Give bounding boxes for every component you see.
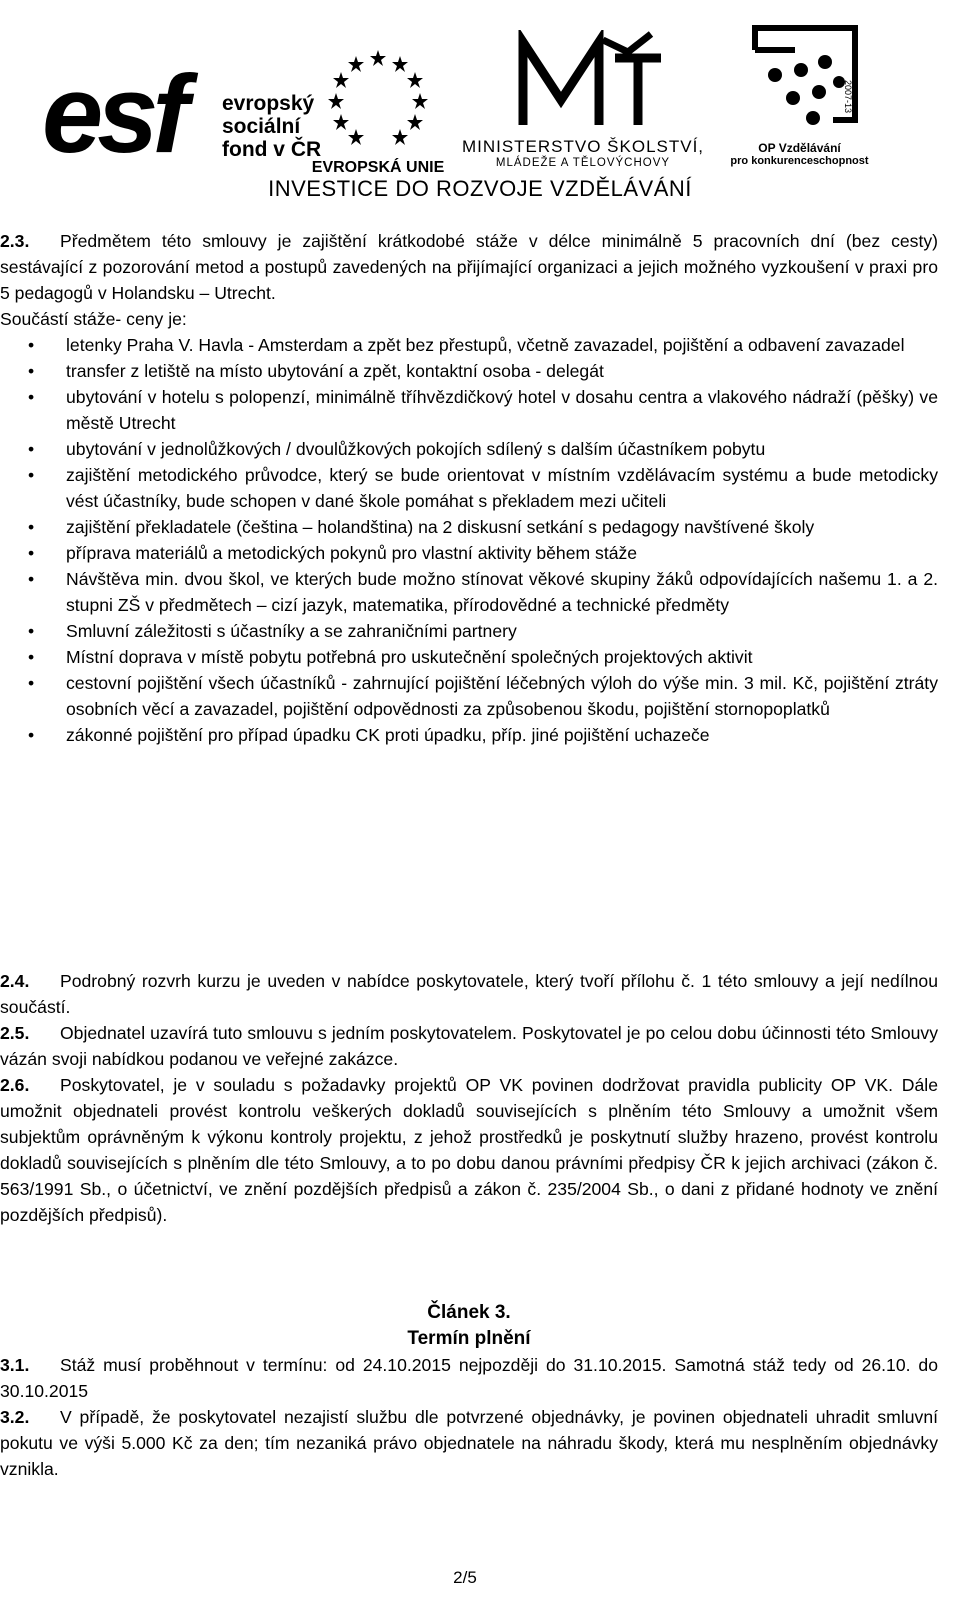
article-subtitle: Termín plnění — [407, 1328, 531, 1349]
op-line-2: pro konkurenceschopnost — [730, 155, 869, 167]
bullet-icon: • — [28, 725, 35, 745]
section-number: 2.3. — [0, 231, 30, 251]
paragraph-3-1 — [0, 1352, 938, 1404]
section-number: 3.2. — [0, 1407, 30, 1427]
bullet-icon: • — [28, 647, 35, 667]
slogan: INVESTICE DO ROZVOJE VZDĚLÁVÁNÍ — [268, 176, 692, 201]
section-text: V případě, že poskytovatel nezajistí službu dle potvrzené objednávky, je povinen objednateli uhradit smluvní pokutu ve výši 5.000 Kč za den; tím nezaniká právo objednatele na náhradu škody, která mu nesplněním objednávky vznikla. — [0, 1407, 938, 1479]
section-text: Podrobný rozvrh kurzu je uveden v nabídce poskytovatele, který tvoří přílohu č. 1 této smlouvy a její nedílnou součástí. — [0, 971, 938, 1017]
subheading: Součástí stáže- ceny je: — [0, 309, 187, 329]
paragraph-2-5 — [0, 1020, 938, 1072]
list-item: • transfer z letiště na místo ubytování a zpět, kontaktní osoba - delegát — [0, 358, 938, 384]
bullet-icon: • — [28, 361, 35, 381]
op-year-label: 2007-13 — [842, 80, 853, 114]
list-item: • cestovní pojištění všech účastníků - zahrnující pojištění léčebných výloh do výše min. 3 mil. Kč, pojištění ztráty osobních věcí a zavazadel, pojištění odpovědnosti za způsobenou škodu, pojištění stornopoplatků — [0, 670, 938, 722]
paragraph-2-4 — [0, 968, 938, 1020]
esf-line-1: evropský — [222, 92, 315, 115]
article-3 — [0, 1300, 938, 1482]
bullet-icon: • — [28, 465, 35, 485]
section-text: Objednatel uzavírá tuto smlouvu s jedním poskytovatelem. Poskytovatel je po celou dobu účinnosti této Smlouvy vázán svoji nabídkou podanou ve veřejné zakázce. — [0, 1023, 938, 1069]
bullet-icon: • — [28, 335, 35, 355]
list-item: • Smluvní záležitosti s účastníky a se zahraničními partnery — [0, 618, 938, 644]
list-item: • ubytování v hotelu s polopenzí, minimálně tříhvězdičkový hotel v dosahu centra a vlakového nádraží (pěšky) ve městě Utrecht — [0, 384, 938, 436]
bullet-icon: • — [28, 387, 35, 407]
list-item: • Návštěva min. dvou škol, ve kterých bude možno stínovat věkové skupiny žáků odpovídajících našemu 1. a 2. stupni ZŠ v předmětech – cizí jazyk, matematika, přírodovědné a technické předměty — [0, 566, 938, 618]
esf-line-2: sociální — [222, 115, 301, 138]
section-text: Poskytovatel, je v souladu s požadavky projektů OP VK povinen dodržovat pravidla publicity OP VK. Dále umožnit objednateli provést kontrolu veškerých dokladů souvisejících s plněním této Smlouvy a umožnit všem subjektům oprávněným k výkonu kontroly projektu, z jehož prostředků je poskytnutí služby hrazeno, provést kontrolu dokladů souvisejících s plněním dle této Smlouvy, a to po dobu danou právními předpisy ČR k jejich archivaci (zákon č. 563/1991 Sb., o účetnictví, ve znění pozdějších předpisů a zákon č. 235/2004 Sb., o dani z přidané hodnoty ve znění pozdějších předpisů). — [0, 1075, 938, 1225]
list-item: • zákonné pojištění pro případ úpadku CK proti úpadku, příp. jiné pojištění uchazeče — [0, 722, 938, 748]
list-item: • zajištění metodického průvodce, který se bude orientovat v místním vzdělávacím systému a bude metodicky vést účastníky, bude schopen v dané škole pomáhat s překladem mezi učiteli — [0, 462, 938, 514]
bullet-icon: • — [28, 543, 35, 563]
list-item: • příprava materiálů a metodických pokynů pro vlastní aktivity během stáže — [0, 540, 938, 566]
msmt-line-1: MINISTERSTVO ŠKOLSTVÍ, — [461, 137, 705, 156]
section-text: Stáž musí proběhnout v termínu: od 24.10.2015 nejpozději do 31.10.2015. Samotná stáž tedy od 26.10. do 30.10.2015 — [0, 1355, 938, 1401]
section-number: 2.6. — [0, 1075, 30, 1095]
list-item: • letenky Praha V. Havla - Amsterdam a zpět bez přestupů, včetně zavazadel, pojištění a odbavení zavazadel — [0, 332, 938, 358]
op-line-1: OP Vzdělávání — [758, 141, 841, 155]
msmt-mark-icon — [483, 30, 683, 130]
section-text: Předmětem této smlouvy je zajištění krátkodobé stáže v délce minimálně 5 pracovních dní (bez cesty) sestávající z pozorování metod a postupů zavedených na přijímající organizaci a jejich možného vyzkoušení v praxi pro 5 pedagogů v Holandsku – Utrecht. — [0, 231, 938, 303]
sections-2-4-to-2-6 — [0, 968, 938, 1228]
section-number: 2.4. — [0, 971, 30, 991]
esf-logo — [42, 53, 322, 176]
list-item: • ubytování v jednolůžkových / dvoulůžkových pokojích sdílený s dalším účastníkem pobytu — [0, 436, 938, 462]
list-item: • zajištění překladatele (čeština – holandština) na 2 diskusní setkání s pedagogy navštívené školy — [0, 514, 938, 540]
op-vk-logo — [712, 20, 887, 167]
eu-logo — [308, 40, 448, 177]
esf-line-3: fond v ČR — [222, 138, 322, 161]
eu-caption: EVROPSKÁ UNIE — [311, 159, 445, 176]
esf-wordmark: esf — [42, 53, 183, 176]
section-number: 3.1. — [0, 1355, 30, 1375]
paragraph-2-3 — [0, 228, 938, 306]
bullet-list — [0, 332, 938, 748]
paragraph-2-6 — [0, 1072, 938, 1228]
bullet-icon: • — [28, 517, 35, 537]
eu-flag-icon — [323, 40, 433, 150]
list-item: • Místní doprava v místě pobytu potřebná pro uskutečnění společných projektových aktivit — [0, 644, 938, 670]
logo-header — [0, 0, 960, 215]
bullet-icon: • — [28, 621, 35, 641]
section-number: 2.5. — [0, 1023, 30, 1043]
page-number: 2/5 — [453, 1568, 477, 1587]
bullet-icon: • — [28, 673, 35, 693]
bullet-icon: • — [28, 569, 35, 589]
msmt-line-2: MLÁDEŽE A TĚLOVÝCHOVY — [495, 157, 671, 169]
op-vk-mark-icon — [735, 20, 865, 130]
section-2-3 — [0, 228, 938, 748]
msmt-logo — [458, 30, 708, 169]
bullet-icon: • — [28, 439, 35, 459]
paragraph-3-2 — [0, 1404, 938, 1482]
article-title: Článek 3. — [427, 1302, 511, 1323]
